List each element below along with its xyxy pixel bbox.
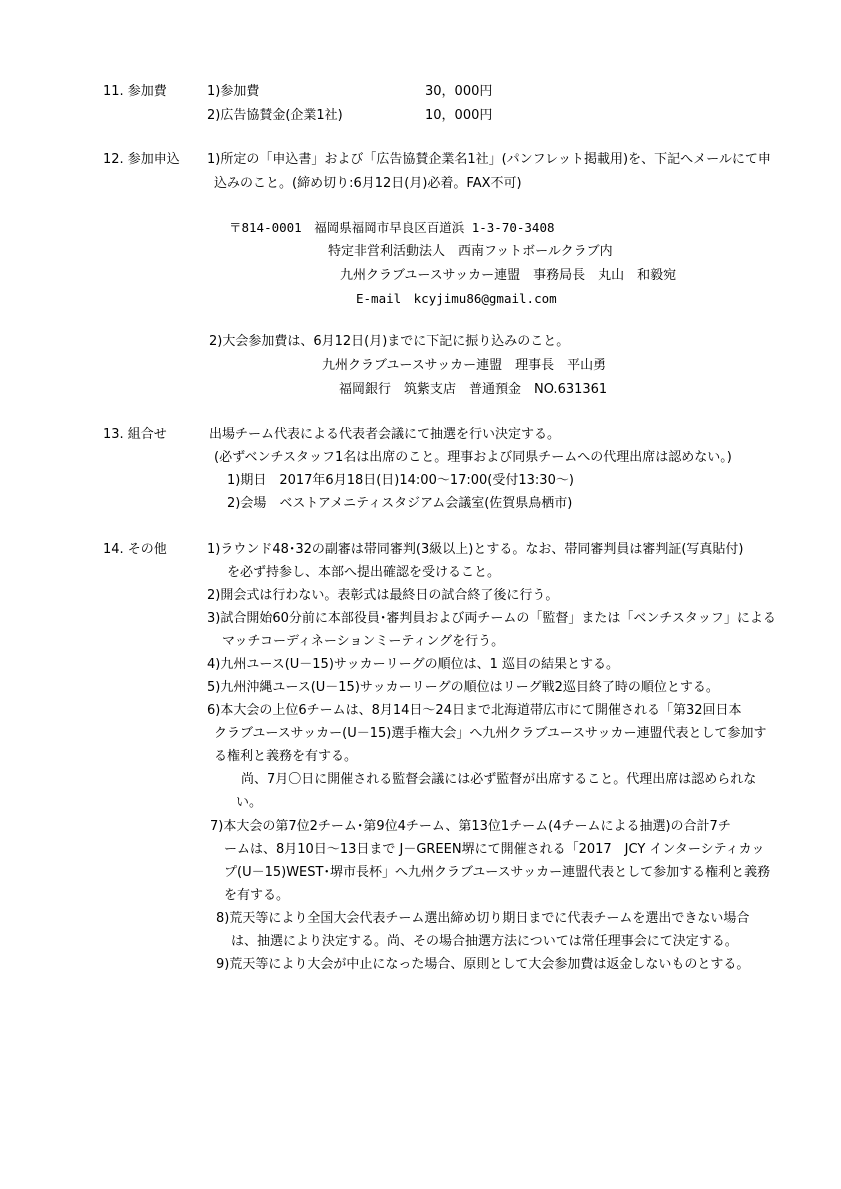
draw-date: 1)期日 2017年6月18日(日)14:00～17:00(受付13:30～) xyxy=(227,473,574,488)
other-item-6-line-3: る権利と義務を有する。 xyxy=(214,749,358,764)
other-item-7-line-1: 7)本大会の第7位2チーム･第9位4チーム、第13位1チーム(4チームによる抽選)の合計7チ xyxy=(210,819,731,834)
other-item-3-line-1: 3)試合開始60分前に本部役員･審判員および両チームの「監督」または「ベンチスタッフ」による xyxy=(207,611,776,626)
fee-label: 1)参加費 xyxy=(207,84,260,99)
address-postal: 〒814-0001 福岡県福岡市早良区百道浜 1-3-70-3408 xyxy=(229,220,555,235)
other-item-2: 2)開会式は行わない。表彰式は最終日の試合終了後に行う。 xyxy=(207,588,559,603)
other-item-5: 5)九州沖縄ユース(U－15)サッカーリーグの順位はリーグ戦2巡目終了時の順位とする。 xyxy=(207,680,719,695)
other-item-6-line-1: 6)本大会の上位6チームは、8月14日～24日まで北海道帯広市にて開催される「第32回日本 xyxy=(207,703,742,718)
section-14-heading: 14. その他 xyxy=(103,542,167,557)
draw-venue: 2)会場 ベストアメニティスタジアム会議室(佐賀県鳥栖市) xyxy=(227,496,573,511)
address-org: 特定非営利活動法人 西南フットボールクラブ内 xyxy=(328,244,613,259)
other-item-7-line-2: ームは、8月10日～13日まで J－GREEN堺にて開催される「2017 JCY インターシティカッ xyxy=(224,842,765,857)
address-recipient: 九州クラブユースサッカー連盟 事務局長 丸山 和毅宛 xyxy=(340,268,677,283)
other-item-4: 4)九州ユース(U－15)サッカーリーグの順位は、1 巡目の結果とする。 xyxy=(207,657,620,672)
sponsor-fee-label: 2)広告協賛金(企業1社) xyxy=(207,108,343,123)
other-item-8-line-2: は、抽選により決定する。尚、その場合抽選方法については常任理事会にて決定する。 xyxy=(231,934,738,949)
bank-account-holder: 九州クラブユースサッカー連盟 理事長 平山勇 xyxy=(322,358,607,373)
address-email: E-mail kcyjimu86@gmail.com xyxy=(356,291,557,306)
apply-text-line-2: 込みのこと。(締め切り:6月12日(月)必着。FAX不可) xyxy=(214,176,522,191)
other-item-7-line-3: プ(U－15)WEST･堺市長杯」へ九州クラブユースサッカー連盟代表として参加する権利と義務 xyxy=(224,865,771,880)
apply-text-line-1: 1)所定の「申込書」および「広告協賛企業名1社」(パンフレット掲載用)を、下記へメールにて申 xyxy=(207,152,771,167)
other-item-6-line-4: 尚、7月〇日に開催される監督会議には必ず監督が出席すること。代理出席は認められな xyxy=(241,772,757,787)
section-12-heading: 12. 参加申込 xyxy=(103,152,180,167)
draw-text-line-1: 出場チーム代表による代表者会議にて抽選を行い決定する。 xyxy=(209,427,561,442)
other-item-9: 9)荒天等により大会が中止になった場合、原則として大会参加費は返金しないものとする。 xyxy=(216,957,750,972)
other-item-7-line-4: を有する。 xyxy=(224,888,290,903)
other-item-1-line-2: を必ず持参し、本部へ提出確認を受けること。 xyxy=(227,565,501,580)
fee-amount: 30，000円 xyxy=(425,84,493,99)
sponsor-fee-amount: 10，000円 xyxy=(425,108,493,123)
payment-text: 2)大会参加費は、6月12日(月)までに下記に振り込みのこと。 xyxy=(209,334,570,349)
other-item-3-line-2: マッチコーディネーションミーティングを行う。 xyxy=(222,634,505,649)
other-item-6-line-2: クラブユースサッカー(U－15)選手権大会」へ九州クラブユースサッカー連盟代表として参加す xyxy=(214,726,767,741)
bank-account-details: 福岡銀行 筑紫支店 普通預金 NO.631361 xyxy=(339,382,608,397)
other-item-8-line-1: 8)荒天等により全国大会代表チーム選出締め切り期日までに代表チームを選出できない場合 xyxy=(216,911,750,926)
other-item-6-line-5: い。 xyxy=(236,795,263,810)
section-11-heading: 11. 参加費 xyxy=(103,84,167,99)
section-13-heading: 13. 組合せ xyxy=(103,427,167,442)
other-item-1-line-1: 1)ラウンド48･32の副審は帯同審判(3級以上)とする。なお、帯同審判員は審判証(写真貼付) xyxy=(207,542,744,557)
draw-text-line-2: (必ずベンチスタッフ1名は出席のこと。理事および同県チームへの代理出席は認めない。) xyxy=(214,450,732,465)
